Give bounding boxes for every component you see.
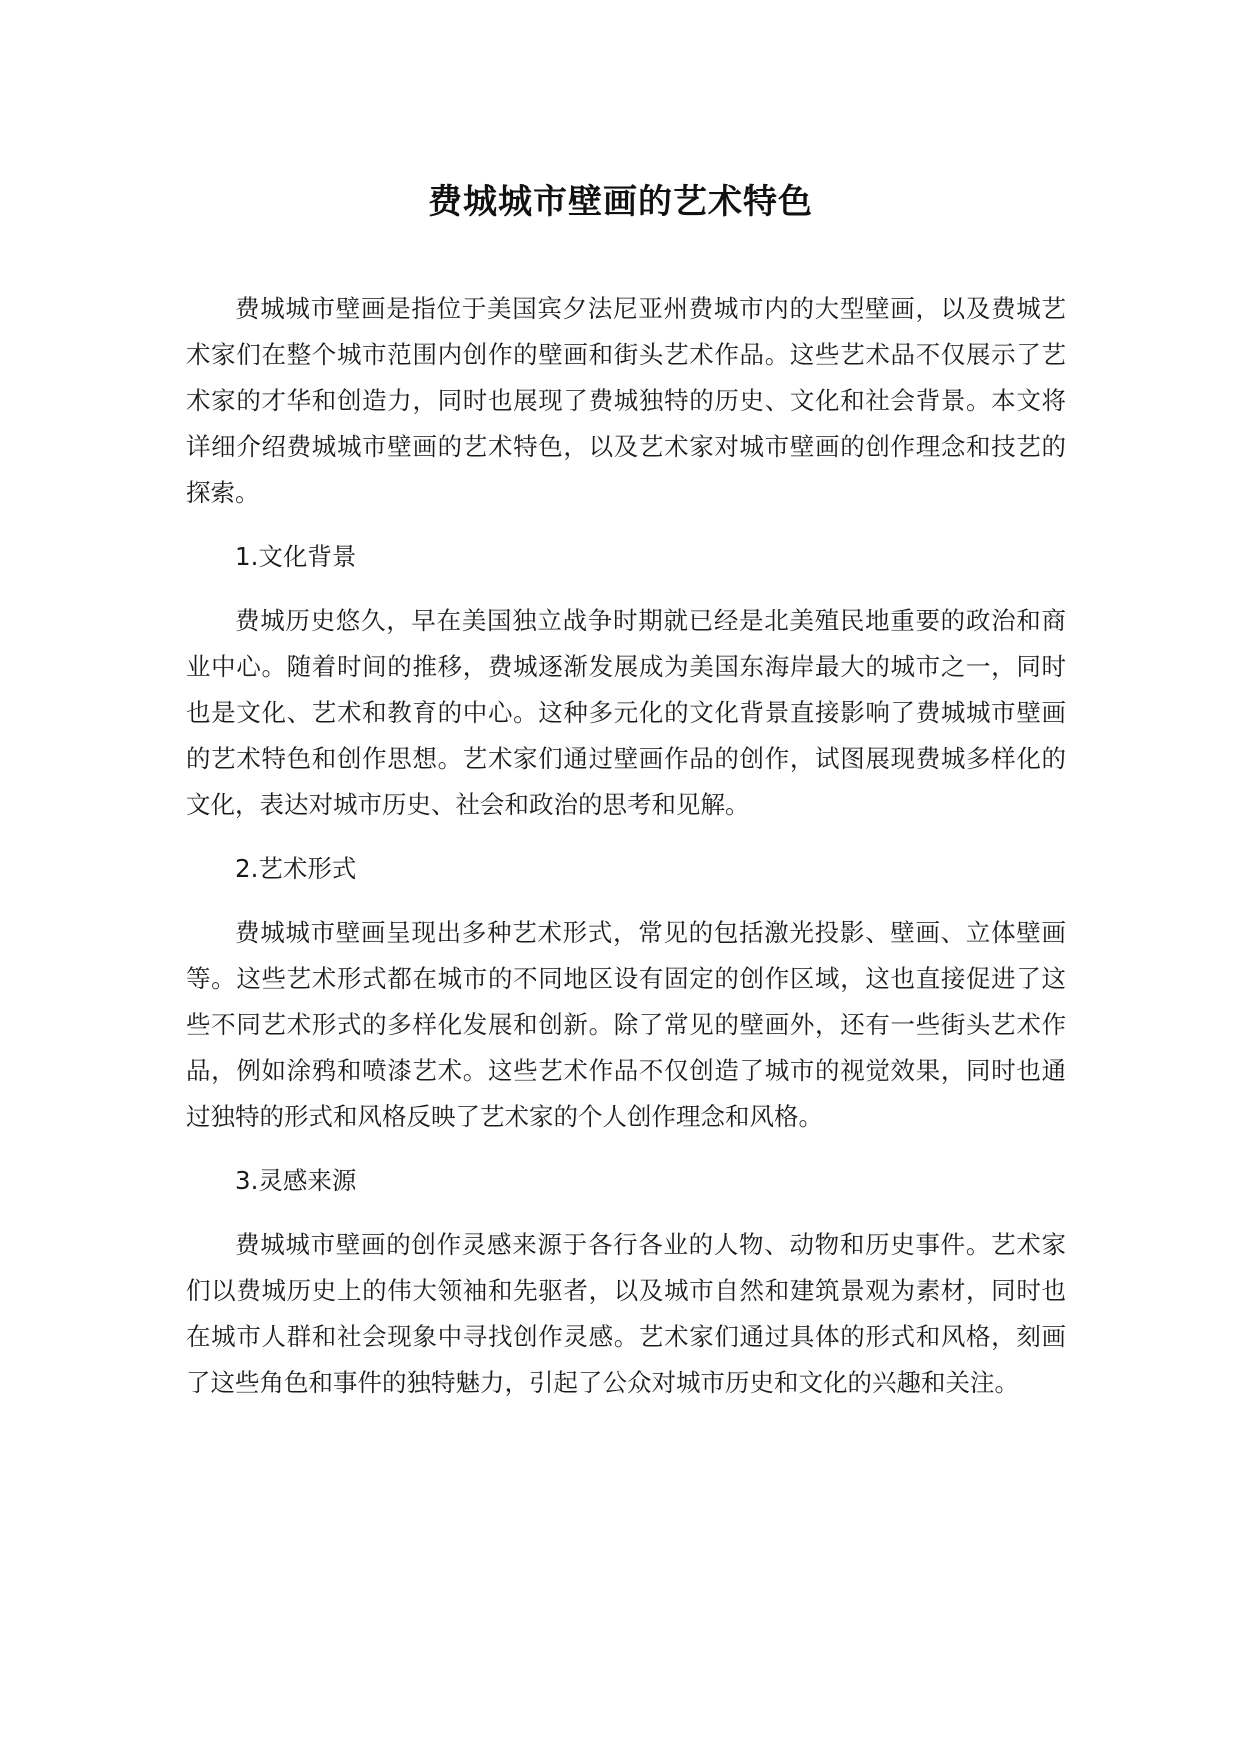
section-heading-art-forms: 2.艺术形式 bbox=[235, 854, 357, 883]
document-body bbox=[186, 286, 1066, 1424]
section-heading-inspiration: 3.灵感来源 bbox=[235, 1166, 357, 1195]
intro-paragraph: 费城城市壁画是指位于美国宾夕法尼亚州费城市内的大型壁画，以及费城艺术家们在整个城市范围内创作的壁画和街头艺术作品。这些艺术品不仅展示了艺术家的才华和创造力，同时也展现了费城独特的历史、文化和社会背景。本文将详细介绍费城城市壁画的艺术特色，以及艺术家对城市壁画的创作理念和技艺的探索。 bbox=[186, 294, 1066, 507]
section-paragraph-culture: 费城历史悠久，早在美国独立战争时期就已经是北美殖民地重要的政治和商业中心。随着时间的推移，费城逐渐发展成为美国东海岸最大的城市之一，同时也是文化、艺术和教育的中心。这种多元化的文化背景直接影响了费城城市壁画的艺术特色和创作思想。艺术家们通过壁画作品的创作，试图展现费城多样化的文化，表达对城市历史、社会和政治的思考和见解。 bbox=[186, 606, 1066, 819]
document-title: 费城城市壁画的艺术特色 bbox=[428, 182, 813, 222]
section-paragraph-inspiration: 费城城市壁画的创作灵感来源于各行各业的人物、动物和历史事件。艺术家们以费城历史上的伟大领袖和先驱者，以及城市自然和建筑景观为素材，同时也在城市人群和社会现象中寻找创作灵感。艺术家们通过具体的形式和风格，刻画了这些角色和事件的独特魅力，引起了公众对城市历史和文化的兴趣和关注。 bbox=[186, 1230, 1066, 1397]
section-paragraph-art-forms: 费城城市壁画呈现出多种艺术形式，常见的包括激光投影、壁画、立体壁画等。这些艺术形式都在城市的不同地区设有固定的创作区域，这也直接促进了这些不同艺术形式的多样化发展和创新。除了常见的壁画外，还有一些街头艺术作品，例如涂鸦和喷漆艺术。这些艺术作品不仅创造了城市的视觉效果，同时也通过独特的形式和风格反映了艺术家的个人创作理念和风格。 bbox=[186, 918, 1066, 1131]
section-heading-culture: 1.文化背景 bbox=[235, 542, 357, 571]
